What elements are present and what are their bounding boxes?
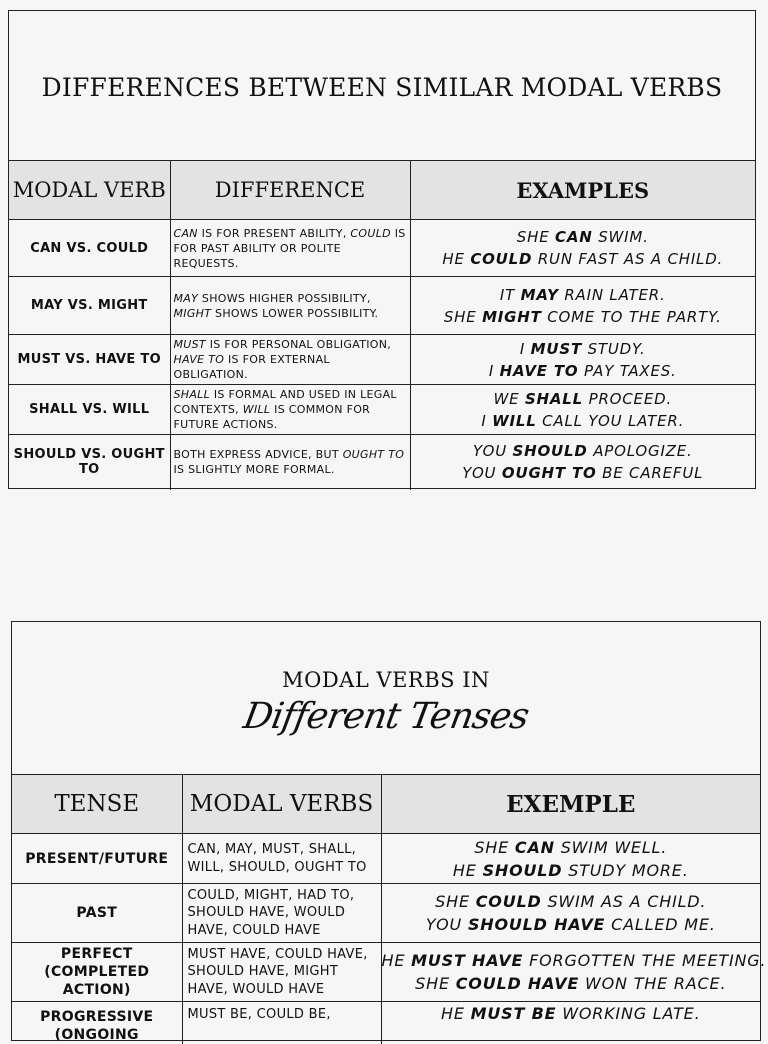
modal-verb-emphasis: COULD HAVE (456, 974, 579, 993)
verb-cell: CAN VS. COULD (9, 220, 170, 277)
verb-cell: MUST VS. HAVE TO (9, 335, 170, 385)
text-segment: IS FORMAL AND USED IN LEGAL CONTEXTS, (174, 388, 397, 416)
modal-verb-emphasis: MUST HAVE (411, 951, 523, 970)
modal-verb-emphasis: MIGHT (482, 308, 542, 326)
example-sentence (411, 462, 756, 484)
modal-verb-italic: COULD (350, 227, 391, 240)
text-segment: STUDY MORE. (562, 861, 688, 880)
text-segment: I (520, 340, 531, 358)
modal-verb-italic: MAY (174, 292, 199, 305)
difference-cell (170, 335, 410, 385)
modal-verb-emphasis: OUGHT TO (502, 464, 597, 482)
text-segment: IT (500, 286, 521, 304)
header-example: EXEMPLE (381, 775, 760, 834)
modal-verb-italic: HAVE TO (174, 353, 225, 366)
page-title: DIFFERENCES BETWEEN SIMILAR MODAL VERBS (42, 73, 723, 102)
text-segment: FORGOTTEN THE MEETING. (523, 951, 766, 970)
header-examples: EXAMPLES (410, 161, 755, 220)
examples-cell (410, 220, 755, 277)
modal-verbs-cell: COULD, MIGHT, HAD TO, SHOULD HAVE, WOULD HAVE, COULD HAVE (182, 884, 381, 943)
text-segment: I (489, 362, 500, 380)
text-segment: HE (453, 861, 483, 880)
modal-verb-emphasis: MAY (521, 286, 559, 304)
modal-verb-italic: MIGHT (174, 307, 212, 320)
example-sentence (411, 338, 756, 360)
examples-cell (381, 943, 760, 1002)
text-segment: PAY TAXES. (578, 362, 676, 380)
tense-cell: PERFECT (COMPLETED ACTION) (12, 943, 182, 1002)
header-difference: DIFFERENCE (170, 161, 410, 220)
text-segment: IS FOR PERSONAL OBLIGATION, (206, 338, 391, 351)
modal-differences-card (8, 10, 756, 489)
title-box (9, 11, 755, 161)
text-segment: SWIM. (593, 228, 649, 246)
difference-cell (170, 277, 410, 335)
text-segment: SWIM AS A CHILD. (542, 892, 707, 911)
text-segment: HE (442, 250, 470, 268)
header-tense: TENSE (12, 775, 182, 834)
examples-cell (381, 884, 760, 943)
text-segment: SHE (435, 892, 476, 911)
text-segment: HE (382, 951, 412, 970)
table-row (12, 943, 760, 1002)
text-segment: BE CAREFUL (597, 464, 704, 482)
modal-verb-emphasis: SHALL (525, 390, 583, 408)
table-row (9, 435, 755, 490)
table-row (12, 1002, 760, 1044)
table-row (9, 335, 755, 385)
examples-cell (410, 385, 755, 435)
text-segment: SWIM WELL. (555, 838, 667, 857)
text-segment: SHE (415, 974, 456, 993)
example-sentence (411, 440, 756, 462)
text-segment: IS COMMON FOR FUTURE ACTIONS. (174, 403, 371, 431)
modal-verb-italic: SHALL (174, 388, 211, 401)
text-segment: PROCEED. (583, 390, 672, 408)
modal-verb-emphasis: COULD (470, 250, 532, 268)
section-title-script: Different Tenses (240, 696, 531, 737)
modal-verb-emphasis: SHOULD HAVE (468, 915, 605, 934)
text-segment: SHE (517, 228, 555, 246)
table-row (12, 884, 760, 943)
modal-verb-emphasis: MUST (531, 340, 582, 358)
text-segment: SHOWS LOWER POSSIBILITY. (211, 307, 378, 320)
modal-verb-emphasis: COULD (476, 892, 542, 911)
examples-cell (410, 335, 755, 385)
example-sentence (382, 913, 761, 936)
examples-cell (381, 1002, 760, 1044)
difference-cell (170, 435, 410, 490)
modal-verb-emphasis: HAVE TO (500, 362, 579, 380)
text-segment: RAIN LATER. (559, 286, 666, 304)
modal-verbs-cell: MUST BE, COULD BE, (182, 1002, 381, 1044)
text-segment: HE (441, 1004, 471, 1023)
text-segment: STUDY. (582, 340, 646, 358)
section-title: MODAL VERBS IN (282, 668, 490, 692)
example-sentence (411, 306, 756, 328)
table-row (9, 277, 755, 335)
modal-verb-emphasis: CAN (555, 228, 593, 246)
text-segment: IS FOR PAST ABILITY OR POLITE REQUESTS. (174, 227, 406, 270)
modal-tenses-card (11, 621, 761, 1041)
example-sentence (382, 859, 761, 882)
text-segment: SHOWS HIGHER POSSIBILITY, (198, 292, 371, 305)
text-segment: SHE (474, 838, 515, 857)
text-segment: IS SLIGHTLY MORE FORMAL. (174, 463, 335, 476)
examples-cell (381, 834, 760, 884)
examples-cell (410, 277, 755, 335)
example-sentence (411, 388, 756, 410)
header-row (12, 775, 760, 834)
modal-verb-emphasis: SHOULD (513, 442, 588, 460)
text-segment: YOU (426, 915, 468, 934)
text-segment: WON THE RACE. (579, 974, 726, 993)
table-row (12, 834, 760, 884)
difference-cell (170, 220, 410, 277)
text-segment: WE (493, 390, 524, 408)
example-sentence (411, 226, 756, 248)
text-segment: YOU (462, 464, 502, 482)
differences-table (9, 161, 755, 490)
example-sentence (382, 949, 761, 972)
example-sentence (382, 1002, 761, 1025)
modal-verbs-cell: MUST HAVE, COULD HAVE, SHOULD HAVE, MIGHT HAVE, WOULD HAVE (182, 943, 381, 1002)
table-row (9, 220, 755, 277)
modal-verb-emphasis: SHOULD (483, 861, 563, 880)
tenses-table (12, 775, 760, 1044)
header-modal-verb: MODAL VERB (9, 161, 170, 220)
modal-verb-italic: OUGHT TO (343, 448, 405, 461)
text-segment: IS FOR EXTERNAL OBLIGATION. (174, 353, 330, 381)
header-row (9, 161, 755, 220)
modal-verb-italic: CAN (174, 227, 198, 240)
table-row (9, 385, 755, 435)
title-box (12, 622, 760, 775)
modal-verb-emphasis: WILL (492, 412, 536, 430)
tense-cell: PRESENT/FUTURE (12, 834, 182, 884)
text-segment: RUN FAST AS A CHILD. (532, 250, 723, 268)
text-segment: IS FOR PRESENT ABILITY, (198, 227, 351, 240)
example-sentence (382, 836, 761, 859)
text-segment: YOU (473, 442, 513, 460)
verb-cell: SHALL VS. WILL (9, 385, 170, 435)
modal-verb-italic: WILL (243, 403, 271, 416)
verb-cell: MAY VS. MIGHT (9, 277, 170, 335)
modal-verb-italic: MUST (174, 338, 206, 351)
difference-cell (170, 385, 410, 435)
text-segment: CALLED ME. (605, 915, 715, 934)
text-segment: WORKING LATE. (556, 1004, 700, 1023)
text-segment: I (481, 412, 492, 430)
text-segment: BOTH EXPRESS ADVICE, BUT (174, 448, 343, 461)
text-segment: CALL YOU LATER. (537, 412, 685, 430)
examples-cell (410, 435, 755, 490)
verb-cell: SHOULD VS. OUGHT TO (9, 435, 170, 490)
example-sentence (411, 360, 756, 382)
modal-verb-emphasis: CAN (515, 838, 555, 857)
example-sentence (382, 890, 761, 913)
example-sentence (411, 248, 756, 270)
modal-verbs-cell: CAN, MAY, MUST, SHALL, WILL, SHOULD, OUGHT TO (182, 834, 381, 884)
tense-cell: PAST (12, 884, 182, 943)
text-segment: APOLOGIZE. (588, 442, 693, 460)
header-modal-verbs: MODAL VERBS (182, 775, 381, 834)
text-segment: SHE (444, 308, 482, 326)
modal-verb-emphasis: MUST BE (471, 1004, 557, 1023)
example-sentence (411, 284, 756, 306)
example-sentence (411, 410, 756, 432)
example-sentence (382, 972, 761, 995)
tense-cell: PROGRESSIVE (ONGOING (12, 1002, 182, 1044)
text-segment: COME TO THE PARTY. (542, 308, 722, 326)
